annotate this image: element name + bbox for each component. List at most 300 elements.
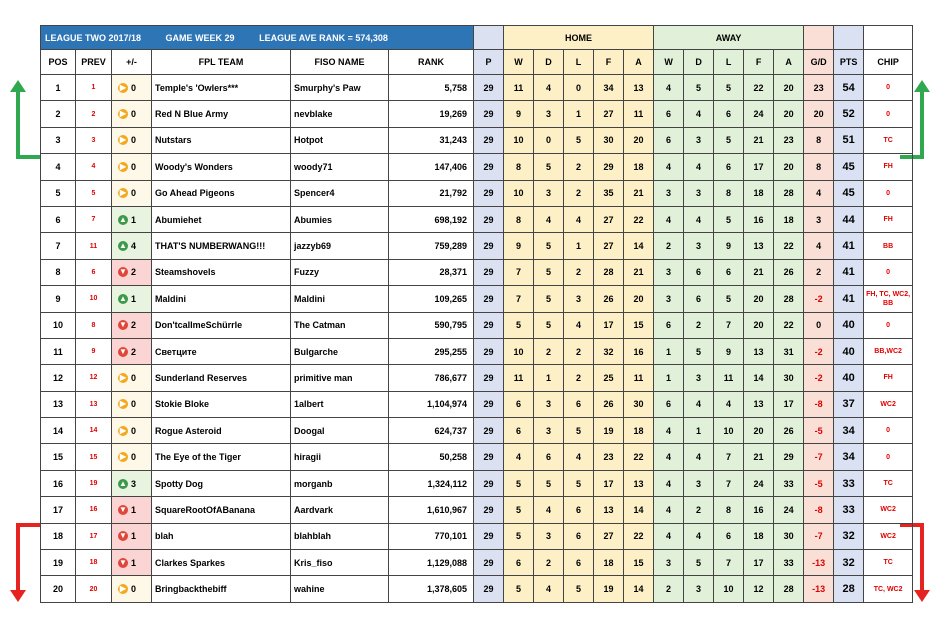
away-a-cell: 26 bbox=[774, 259, 804, 285]
home-f-cell: 26 bbox=[594, 391, 624, 417]
movement-cell bbox=[112, 75, 152, 101]
away-f-cell: 12 bbox=[744, 576, 774, 602]
relegation-arrow-left bbox=[6, 522, 44, 604]
arrow-right-icon: ▶ bbox=[119, 161, 127, 171]
away-a-cell: 26 bbox=[774, 418, 804, 444]
movement-value: 0 bbox=[131, 135, 137, 146]
away-l-cell: 7 bbox=[714, 444, 744, 470]
fiso-cell: Spencer4 bbox=[291, 180, 389, 206]
rank-cell: 770,101 bbox=[389, 523, 474, 549]
prev-cell: 13 bbox=[76, 391, 112, 417]
away-f-cell: 20 bbox=[744, 312, 774, 338]
home-a-cell: 11 bbox=[624, 365, 654, 391]
away-a-cell: 30 bbox=[774, 523, 804, 549]
col-home-f: F bbox=[594, 50, 624, 75]
pos-cell: 12 bbox=[41, 365, 76, 391]
movement-cell bbox=[112, 470, 152, 496]
away-a-cell: 22 bbox=[774, 312, 804, 338]
fiso-cell: Doogal bbox=[291, 418, 389, 444]
home-l-cell: 5 bbox=[564, 470, 594, 496]
pos-cell: 13 bbox=[41, 391, 76, 417]
home-a-cell: 22 bbox=[624, 444, 654, 470]
away-w-cell: 4 bbox=[654, 444, 684, 470]
home-l-cell: 6 bbox=[564, 550, 594, 576]
movement-cell bbox=[112, 180, 152, 206]
home-f-cell: 19 bbox=[594, 418, 624, 444]
home-l-cell: 1 bbox=[564, 101, 594, 127]
away-f-cell: 24 bbox=[744, 470, 774, 496]
fiso-cell: morganb bbox=[291, 470, 389, 496]
away-f-cell: 13 bbox=[744, 233, 774, 259]
arrow-right-icon: ▶ bbox=[119, 399, 127, 409]
points-cell: 52 bbox=[834, 101, 864, 127]
goal-diff-cell: 20 bbox=[804, 101, 834, 127]
table-row bbox=[41, 101, 913, 127]
arrow-right-icon: ▶ bbox=[119, 135, 127, 145]
arrow-down-icon: ▼ bbox=[119, 531, 127, 541]
fiso-cell: wahine bbox=[291, 576, 389, 602]
chip-cell: 0 bbox=[864, 312, 913, 338]
points-cell: 40 bbox=[834, 312, 864, 338]
home-w-cell: 5 bbox=[504, 312, 534, 338]
points-cell: 32 bbox=[834, 523, 864, 549]
away-f-cell: 18 bbox=[744, 523, 774, 549]
fiso-cell: Hotpot bbox=[291, 127, 389, 153]
rank-cell: 31,243 bbox=[389, 127, 474, 153]
home-w-cell: 11 bbox=[504, 365, 534, 391]
team-cell: Abumiehet bbox=[152, 206, 291, 232]
home-w-cell: 10 bbox=[504, 127, 534, 153]
away-a-cell: 18 bbox=[774, 206, 804, 232]
home-f-cell: 25 bbox=[594, 365, 624, 391]
team-cell: Rogue Asteroid bbox=[152, 418, 291, 444]
table-row bbox=[41, 286, 913, 312]
rank-cell: 28,371 bbox=[389, 259, 474, 285]
away-d-cell: 5 bbox=[684, 75, 714, 101]
goal-diff-cell: 4 bbox=[804, 180, 834, 206]
home-w-cell: 4 bbox=[504, 444, 534, 470]
fiso-cell: jazzyb69 bbox=[291, 233, 389, 259]
col-pos: POS bbox=[41, 50, 76, 75]
col-pts: PTS bbox=[834, 50, 864, 75]
away-d-cell: 4 bbox=[684, 523, 714, 549]
home-l-cell: 4 bbox=[564, 206, 594, 232]
rank-cell: 50,258 bbox=[389, 444, 474, 470]
team-cell: Maldini bbox=[152, 286, 291, 312]
goal-diff-cell: 2 bbox=[804, 259, 834, 285]
home-f-cell: 17 bbox=[594, 470, 624, 496]
home-w-cell: 10 bbox=[504, 338, 534, 364]
movement-value: 0 bbox=[131, 584, 137, 595]
fiso-cell: Fuzzy bbox=[291, 259, 389, 285]
points-cell: 34 bbox=[834, 418, 864, 444]
pos-cell: 15 bbox=[41, 444, 76, 470]
rank-cell: 1,129,088 bbox=[389, 550, 474, 576]
arrow-up-icon: ▲ bbox=[119, 214, 127, 224]
chip-cell: 0 bbox=[864, 75, 913, 101]
home-w-cell: 8 bbox=[504, 154, 534, 180]
col-home-w: W bbox=[504, 50, 534, 75]
prev-cell: 16 bbox=[76, 497, 112, 523]
home-d-cell: 3 bbox=[534, 418, 564, 444]
home-f-cell: 27 bbox=[594, 206, 624, 232]
home-f-cell: 32 bbox=[594, 338, 624, 364]
home-a-cell: 30 bbox=[624, 391, 654, 417]
movement-value: 0 bbox=[131, 372, 137, 383]
away-w-cell: 2 bbox=[654, 233, 684, 259]
team-cell: Clarkes Sparkes bbox=[152, 550, 291, 576]
points-cell: 33 bbox=[834, 497, 864, 523]
away-a-cell: 23 bbox=[774, 127, 804, 153]
played-cell: 29 bbox=[474, 312, 504, 338]
points-cell: 34 bbox=[834, 444, 864, 470]
movement-cell bbox=[112, 444, 152, 470]
movement-value: 0 bbox=[131, 82, 137, 93]
home-w-cell: 7 bbox=[504, 286, 534, 312]
team-cell: Go Ahead Pigeons bbox=[152, 180, 291, 206]
arrow-right-icon: ▶ bbox=[119, 425, 127, 435]
team-cell: Bringbackthebiff bbox=[152, 576, 291, 602]
points-cell: 28 bbox=[834, 576, 864, 602]
home-f-cell: 17 bbox=[594, 312, 624, 338]
away-l-cell: 6 bbox=[714, 154, 744, 180]
goal-diff-cell: -2 bbox=[804, 286, 834, 312]
home-l-cell: 1 bbox=[564, 233, 594, 259]
team-cell: Sunderland Reserves bbox=[152, 365, 291, 391]
away-header: AWAY bbox=[654, 26, 804, 50]
away-w-cell: 4 bbox=[654, 206, 684, 232]
played-cell: 29 bbox=[474, 523, 504, 549]
home-w-cell: 6 bbox=[504, 391, 534, 417]
played-cell: 29 bbox=[474, 286, 504, 312]
away-d-cell: 3 bbox=[684, 180, 714, 206]
league-ave-rank: LEAGUE AVE RANK = 574,308 bbox=[259, 32, 388, 43]
movement-value: 0 bbox=[131, 425, 137, 436]
chip-cell: FH bbox=[864, 206, 913, 232]
table-row bbox=[41, 550, 913, 576]
team-cell: Red N Blue Army bbox=[152, 101, 291, 127]
pos-cell: 4 bbox=[41, 154, 76, 180]
prev-cell: 5 bbox=[76, 180, 112, 206]
chip-cell: FH bbox=[864, 365, 913, 391]
away-l-cell: 11 bbox=[714, 365, 744, 391]
away-a-cell: 29 bbox=[774, 444, 804, 470]
away-f-cell: 24 bbox=[744, 101, 774, 127]
played-cell: 29 bbox=[474, 418, 504, 444]
col-chip: CHIP bbox=[864, 50, 913, 75]
team-cell: SquareRootOfABanana bbox=[152, 497, 291, 523]
home-a-cell: 18 bbox=[624, 418, 654, 444]
points-cell: 32 bbox=[834, 550, 864, 576]
pos-cell: 6 bbox=[41, 206, 76, 232]
away-l-cell: 7 bbox=[714, 470, 744, 496]
away-l-cell: 7 bbox=[714, 312, 744, 338]
away-l-cell: 6 bbox=[714, 259, 744, 285]
prev-cell: 6 bbox=[76, 259, 112, 285]
away-w-cell: 6 bbox=[654, 101, 684, 127]
home-d-cell: 1 bbox=[534, 365, 564, 391]
team-cell: Stokie Bloke bbox=[152, 391, 291, 417]
gameweek: GAME WEEK 29 bbox=[165, 32, 235, 43]
home-d-cell: 5 bbox=[534, 259, 564, 285]
movement-value: 2 bbox=[131, 267, 137, 278]
home-a-cell: 20 bbox=[624, 127, 654, 153]
home-a-cell: 15 bbox=[624, 550, 654, 576]
played-cell: 29 bbox=[474, 444, 504, 470]
away-l-cell: 6 bbox=[714, 523, 744, 549]
chip-cell: 0 bbox=[864, 259, 913, 285]
home-f-cell: 18 bbox=[594, 550, 624, 576]
movement-cell bbox=[112, 312, 152, 338]
chip-cell: FH, TC, WC2, BB bbox=[864, 286, 913, 312]
fiso-cell: primitive man bbox=[291, 365, 389, 391]
arrow-up-icon: ▲ bbox=[119, 293, 127, 303]
home-l-cell: 5 bbox=[564, 576, 594, 602]
pos-cell: 10 bbox=[41, 312, 76, 338]
pos-cell: 19 bbox=[41, 550, 76, 576]
arrow-down-icon: ▼ bbox=[119, 557, 127, 567]
table-row bbox=[41, 365, 913, 391]
pos-cell: 3 bbox=[41, 127, 76, 153]
goal-diff-cell: 23 bbox=[804, 75, 834, 101]
away-l-cell: 9 bbox=[714, 338, 744, 364]
movement-cell bbox=[112, 206, 152, 232]
chip-cell: 0 bbox=[864, 101, 913, 127]
points-cell: 37 bbox=[834, 391, 864, 417]
away-w-cell: 3 bbox=[654, 259, 684, 285]
away-a-cell: 28 bbox=[774, 286, 804, 312]
away-f-cell: 13 bbox=[744, 338, 774, 364]
league-table bbox=[40, 25, 913, 603]
col-prev: PREV bbox=[76, 50, 112, 75]
home-f-cell: 35 bbox=[594, 180, 624, 206]
chip-cell: FH bbox=[864, 154, 913, 180]
played-cell: 29 bbox=[474, 338, 504, 364]
col-rank: RANK bbox=[389, 50, 474, 75]
points-cell: 41 bbox=[834, 286, 864, 312]
away-a-cell: 22 bbox=[774, 233, 804, 259]
home-w-cell: 7 bbox=[504, 259, 534, 285]
pos-cell: 11 bbox=[41, 338, 76, 364]
fiso-cell: Maldini bbox=[291, 286, 389, 312]
home-l-cell: 6 bbox=[564, 497, 594, 523]
home-l-cell: 2 bbox=[564, 259, 594, 285]
away-l-cell: 4 bbox=[714, 391, 744, 417]
points-cell: 44 bbox=[834, 206, 864, 232]
points-cell: 41 bbox=[834, 233, 864, 259]
movement-value: 1 bbox=[131, 504, 137, 515]
table-row bbox=[41, 497, 913, 523]
home-a-cell: 14 bbox=[624, 497, 654, 523]
away-w-cell: 1 bbox=[654, 338, 684, 364]
team-cell: Steamshovels bbox=[152, 259, 291, 285]
away-w-cell: 3 bbox=[654, 550, 684, 576]
home-header: HOME bbox=[504, 26, 654, 50]
rank-cell: 19,269 bbox=[389, 101, 474, 127]
played-cell: 29 bbox=[474, 391, 504, 417]
arrow-down-icon: ▼ bbox=[119, 320, 127, 330]
col-fiso: FISO NAME bbox=[291, 50, 389, 75]
movement-cell bbox=[112, 418, 152, 444]
points-cell: 40 bbox=[834, 338, 864, 364]
away-w-cell: 2 bbox=[654, 576, 684, 602]
away-d-cell: 4 bbox=[684, 391, 714, 417]
home-a-cell: 22 bbox=[624, 523, 654, 549]
points-cell: 33 bbox=[834, 470, 864, 496]
away-w-cell: 4 bbox=[654, 470, 684, 496]
home-d-cell: 3 bbox=[534, 180, 564, 206]
home-a-cell: 16 bbox=[624, 338, 654, 364]
pos-cell: 20 bbox=[41, 576, 76, 602]
league-banner bbox=[41, 26, 474, 50]
home-l-cell: 4 bbox=[564, 444, 594, 470]
table-row bbox=[41, 576, 913, 602]
movement-value: 1 bbox=[131, 214, 137, 225]
home-d-cell: 4 bbox=[534, 576, 564, 602]
away-a-cell: 31 bbox=[774, 338, 804, 364]
team-cell: Spotty Dog bbox=[152, 470, 291, 496]
home-f-cell: 19 bbox=[594, 576, 624, 602]
rank-cell: 624,737 bbox=[389, 418, 474, 444]
home-d-cell: 5 bbox=[534, 286, 564, 312]
away-a-cell: 20 bbox=[774, 154, 804, 180]
arrow-right-icon: ▶ bbox=[119, 372, 127, 382]
home-d-cell: 2 bbox=[534, 550, 564, 576]
rank-cell: 590,795 bbox=[389, 312, 474, 338]
away-d-cell: 6 bbox=[684, 259, 714, 285]
away-d-cell: 3 bbox=[684, 576, 714, 602]
played-cell: 29 bbox=[474, 233, 504, 259]
prev-cell: 15 bbox=[76, 444, 112, 470]
points-cell: 45 bbox=[834, 154, 864, 180]
prev-cell: 8 bbox=[76, 312, 112, 338]
away-f-cell: 17 bbox=[744, 550, 774, 576]
home-a-cell: 13 bbox=[624, 470, 654, 496]
home-w-cell: 9 bbox=[504, 233, 534, 259]
home-l-cell: 6 bbox=[564, 523, 594, 549]
goal-diff-cell: -2 bbox=[804, 338, 834, 364]
played-cell: 29 bbox=[474, 127, 504, 153]
away-f-cell: 21 bbox=[744, 259, 774, 285]
away-l-cell: 5 bbox=[714, 286, 744, 312]
chip-cell: 0 bbox=[864, 444, 913, 470]
movement-value: 2 bbox=[131, 320, 137, 331]
fiso-cell: Kris_fiso bbox=[291, 550, 389, 576]
away-l-cell: 9 bbox=[714, 233, 744, 259]
movement-value: 1 bbox=[131, 531, 137, 542]
col-gd: G/D bbox=[804, 50, 834, 75]
prev-cell: 7 bbox=[76, 206, 112, 232]
home-f-cell: 27 bbox=[594, 233, 624, 259]
chip-cell: WC2 bbox=[864, 391, 913, 417]
movement-cell bbox=[112, 338, 152, 364]
arrow-up-icon: ▲ bbox=[119, 478, 127, 488]
goal-diff-cell: -8 bbox=[804, 497, 834, 523]
home-f-cell: 29 bbox=[594, 154, 624, 180]
movement-cell bbox=[112, 233, 152, 259]
home-w-cell: 5 bbox=[504, 576, 534, 602]
away-w-cell: 4 bbox=[654, 523, 684, 549]
away-f-cell: 21 bbox=[744, 127, 774, 153]
away-f-cell: 16 bbox=[744, 497, 774, 523]
pos-cell: 7 bbox=[41, 233, 76, 259]
col-away-l: L bbox=[714, 50, 744, 75]
table-row bbox=[41, 180, 913, 206]
pos-cell: 8 bbox=[41, 259, 76, 285]
away-d-cell: 5 bbox=[684, 338, 714, 364]
movement-cell bbox=[112, 576, 152, 602]
away-d-cell: 4 bbox=[684, 444, 714, 470]
away-d-cell: 4 bbox=[684, 154, 714, 180]
goal-diff-cell: -7 bbox=[804, 523, 834, 549]
rank-cell: 698,192 bbox=[389, 206, 474, 232]
away-a-cell: 28 bbox=[774, 576, 804, 602]
away-d-cell: 4 bbox=[684, 206, 714, 232]
home-d-cell: 5 bbox=[534, 154, 564, 180]
chip-cell: 0 bbox=[864, 418, 913, 444]
chip-cell: WC2 bbox=[864, 497, 913, 523]
team-cell: Temple's 'Owlers*** bbox=[152, 75, 291, 101]
arrow-right-icon: ▶ bbox=[119, 452, 127, 462]
goal-diff-cell: -5 bbox=[804, 418, 834, 444]
fiso-cell: Smurphy's Paw bbox=[291, 75, 389, 101]
table-row bbox=[41, 391, 913, 417]
chip-cell: WC2 bbox=[864, 523, 913, 549]
home-w-cell: 5 bbox=[504, 523, 534, 549]
away-d-cell: 3 bbox=[684, 127, 714, 153]
rank-cell: 1,378,605 bbox=[389, 576, 474, 602]
home-d-cell: 3 bbox=[534, 523, 564, 549]
team-cell: Nutstars bbox=[152, 127, 291, 153]
played-cell: 29 bbox=[474, 259, 504, 285]
prev-cell: 9 bbox=[76, 338, 112, 364]
col-p: P bbox=[474, 50, 504, 75]
table-row bbox=[41, 312, 913, 338]
played-cell: 29 bbox=[474, 470, 504, 496]
table-row bbox=[41, 418, 913, 444]
goal-diff-cell: 8 bbox=[804, 154, 834, 180]
prev-cell: 19 bbox=[76, 470, 112, 496]
arrow-down-icon: ▼ bbox=[119, 504, 127, 514]
played-cell: 29 bbox=[474, 550, 504, 576]
chip-cell: TC bbox=[864, 127, 913, 153]
away-l-cell: 10 bbox=[714, 576, 744, 602]
rank-cell: 786,677 bbox=[389, 365, 474, 391]
table-row bbox=[41, 470, 913, 496]
away-l-cell: 8 bbox=[714, 180, 744, 206]
movement-cell bbox=[112, 391, 152, 417]
away-d-cell: 2 bbox=[684, 497, 714, 523]
away-l-cell: 5 bbox=[714, 206, 744, 232]
pos-cell: 17 bbox=[41, 497, 76, 523]
chip-cell: BB,WC2 bbox=[864, 338, 913, 364]
rank-cell: 295,255 bbox=[389, 338, 474, 364]
home-l-cell: 2 bbox=[564, 338, 594, 364]
fiso-cell: nevblake bbox=[291, 101, 389, 127]
away-d-cell: 1 bbox=[684, 418, 714, 444]
away-a-cell: 17 bbox=[774, 391, 804, 417]
away-f-cell: 21 bbox=[744, 444, 774, 470]
movement-cell bbox=[112, 550, 152, 576]
away-f-cell: 22 bbox=[744, 75, 774, 101]
home-f-cell: 28 bbox=[594, 259, 624, 285]
movement-value: 1 bbox=[131, 293, 137, 304]
home-l-cell: 0 bbox=[564, 75, 594, 101]
movement-value: 0 bbox=[131, 452, 137, 463]
fiso-cell: The Catman bbox=[291, 312, 389, 338]
home-f-cell: 27 bbox=[594, 523, 624, 549]
col-away-f: F bbox=[744, 50, 774, 75]
